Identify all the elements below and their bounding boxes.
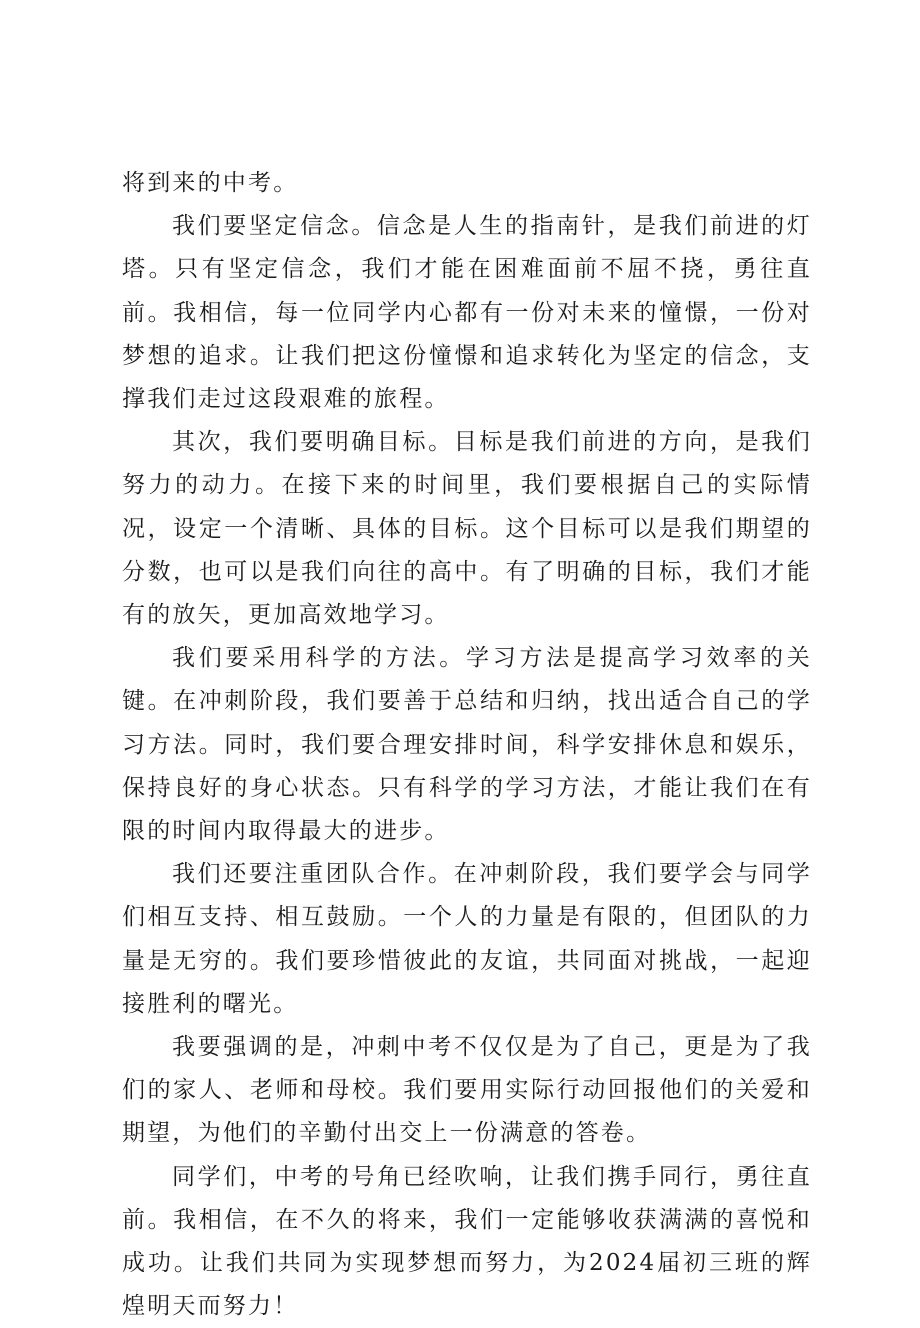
paragraph-gratitude: 我要强调的是，冲刺中考不仅仅是为了自己，更是为了我们的家人、老师和母校。我们要用实际行动回报他们的关爱和期望，为他们的辛勤付出交上一份满意的答卷。 — [122, 1034, 812, 1147]
paragraph-belief: 我们要坚定信念。信念是人生的指南针，是我们前进的灯塔。只有坚定信念，我们才能在困难面前不屈不挠，勇往直前。我相信，每一位同学内心都有一份对未来的憧憬，一份对梦想的追求。让我们把这份憧憬和追求转化为坚定的信念，支撑我们走过这段艰难的旅程。 — [122, 213, 812, 413]
paragraph-closing: 同学们，中考的号角已经吹响，让我们携手同行，勇往直前。我相信，在不久的将来，我们一定能够收获满满的喜悦和成功。让我们共同为实现梦想而努力，为2024届初三班的辉煌明天而努力！ — [122, 1163, 812, 1320]
document-body — [122, 162, 812, 1328]
paragraph-method: 我们要采用科学的方法。学习方法是提高学习效率的关键。在冲刺阶段，我们要善于总结和归纳，找出适合自己的学习方法。同时，我们要合理安排时间，科学安排休息和娱乐，保持良好的身心状态。只有科学的学习方法，才能让我们在有限的时间内取得最大的进步。 — [122, 645, 812, 845]
paragraph-teamwork: 我们还要注重团队合作。在冲刺阶段，我们要学会与同学们相互支持、相互鼓励。一个人的力量是有限的，但团队的力量是无穷的。我们要珍惜彼此的友谊，共同面对挑战，一起迎接胜利的曙光。 — [122, 861, 812, 1017]
paragraph-continuation: 将到来的中考。 — [122, 170, 299, 196]
paragraph-goal: 其次，我们要明确目标。目标是我们前进的方向，是我们努力的动力。在接下来的时间里，我们要根据自己的实际情况，设定一个清晰、具体的目标。这个目标可以是我们期望的分数，也可以是我们向往的高中。有了明确的目标，我们才能有的放矢，更加高效地学习。 — [122, 429, 812, 629]
